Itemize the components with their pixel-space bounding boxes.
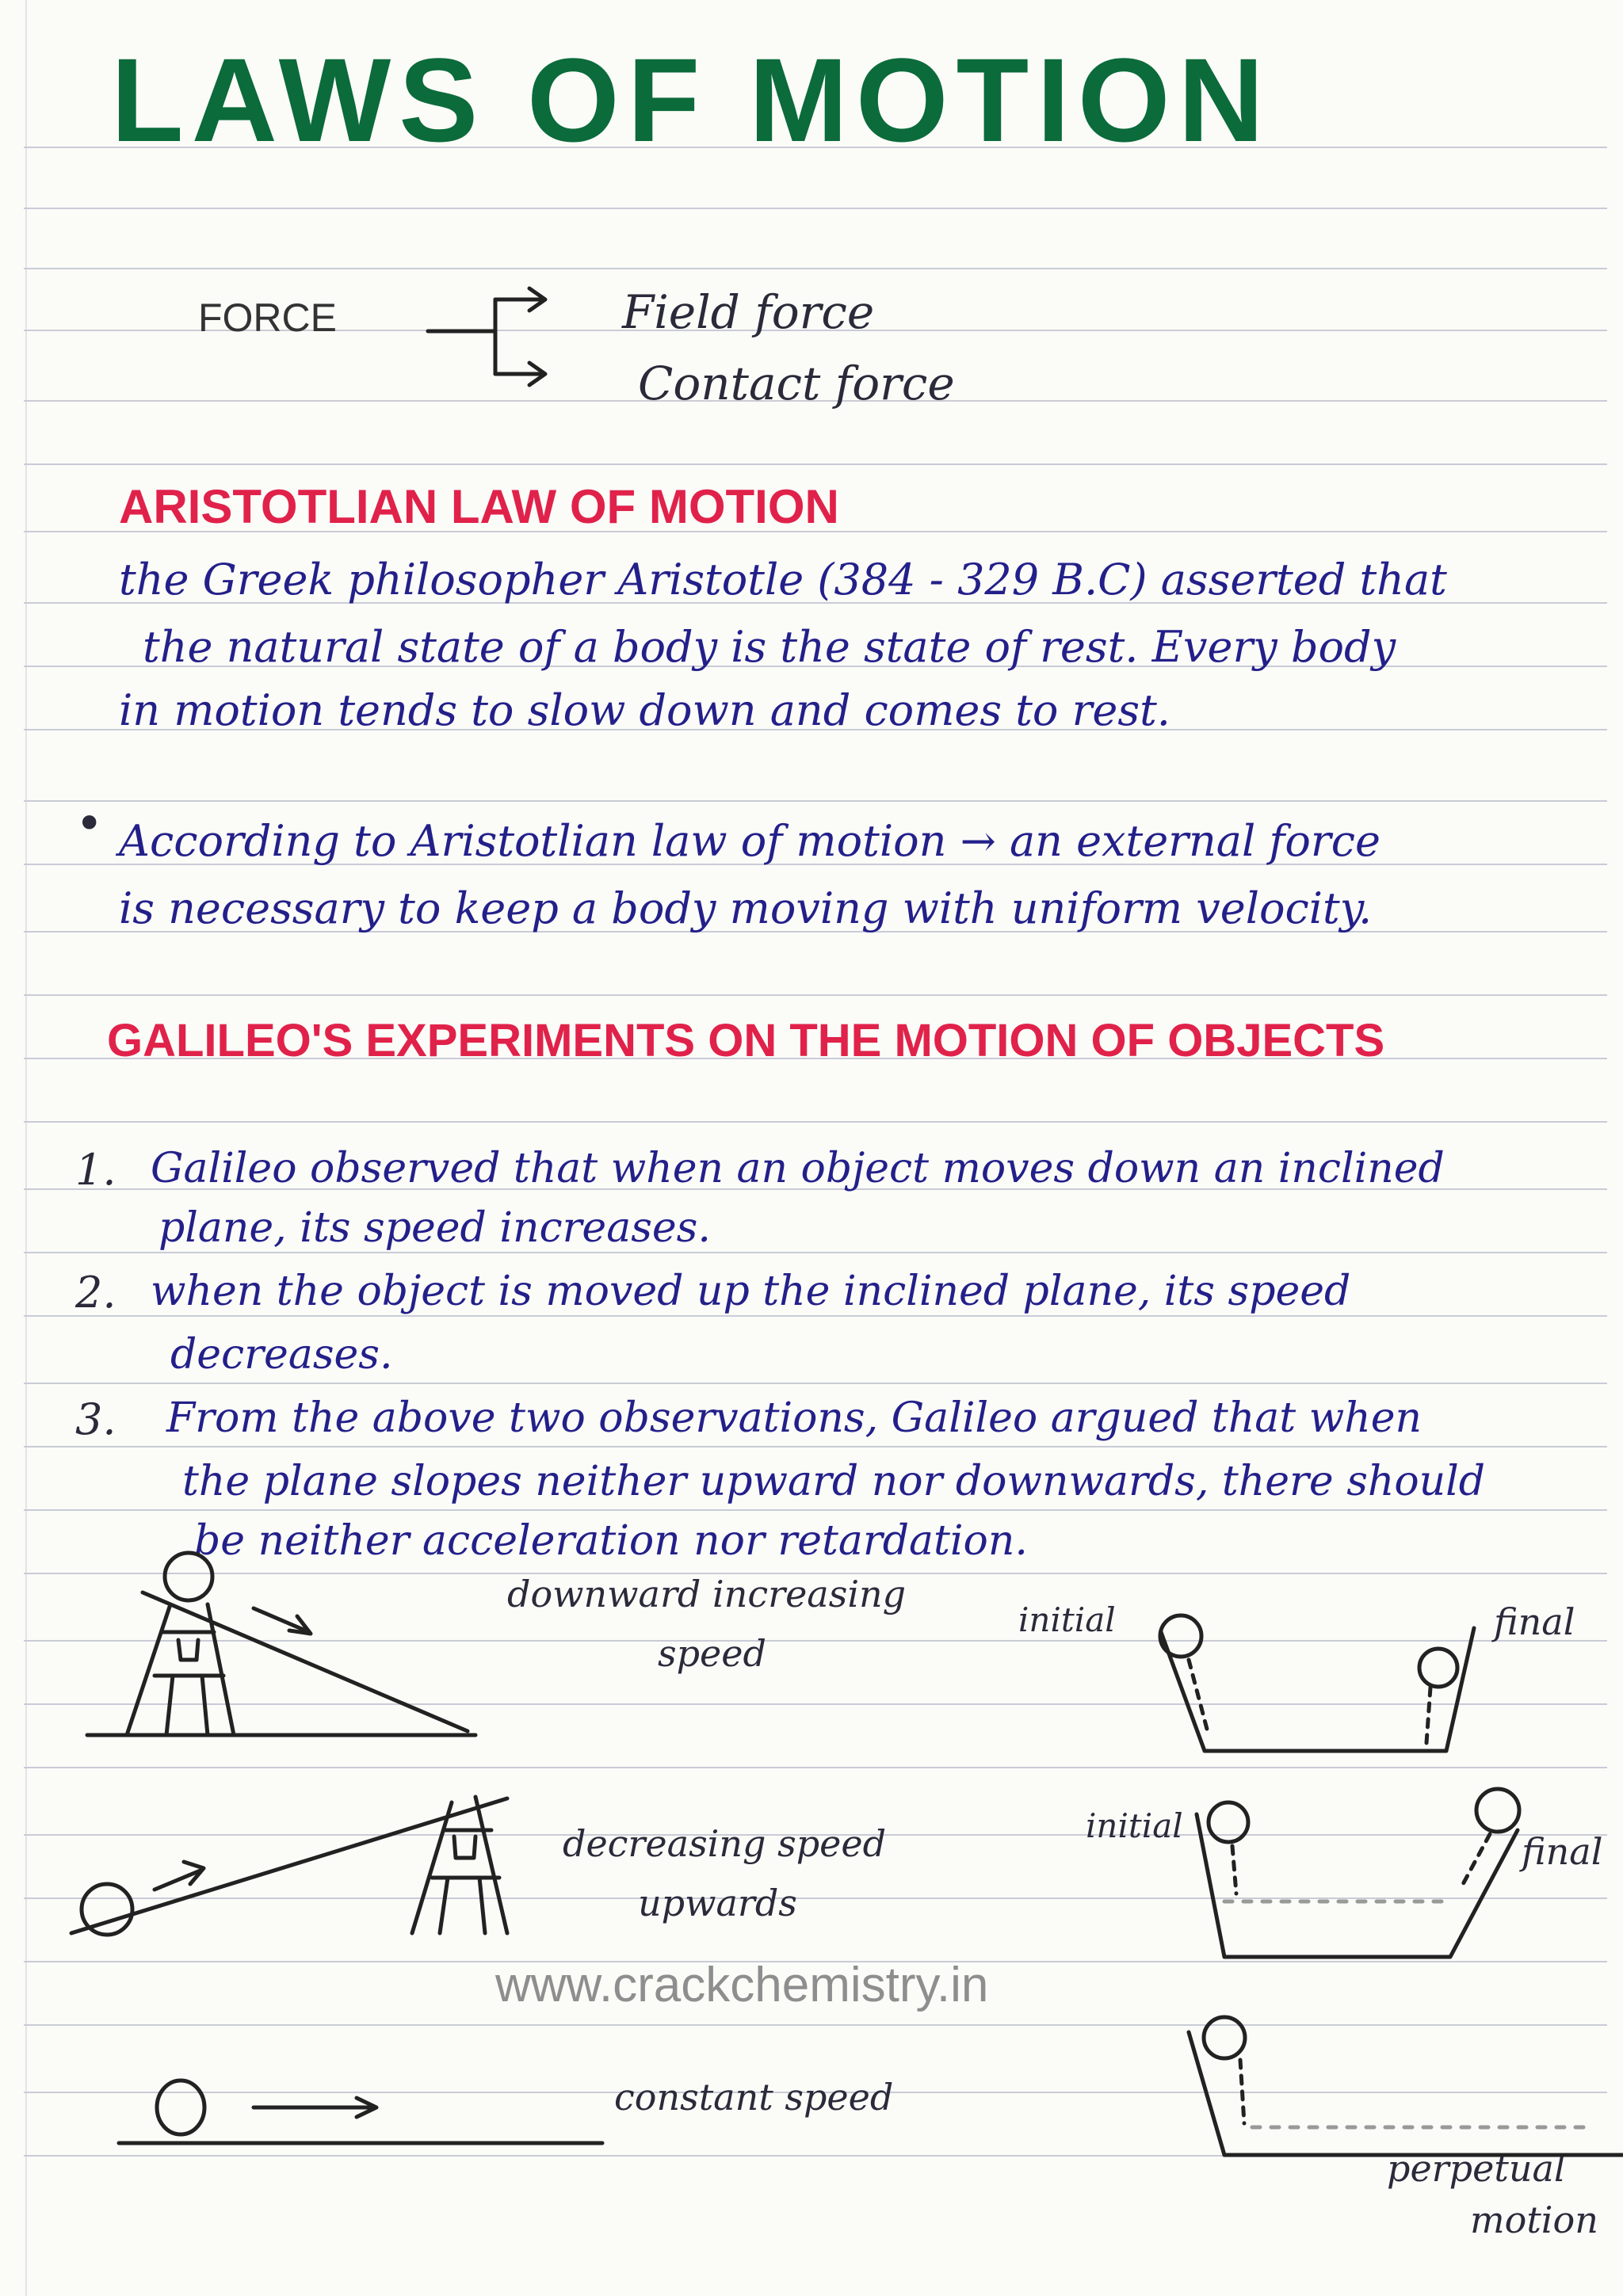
trough-bottom-sketch	[1189, 2017, 1623, 2155]
point-2-line-1: when the object is moved up the inclined plane, its speed	[151, 1268, 1351, 1315]
point-3-number: 3.	[75, 1394, 116, 1444]
point-3-line-1: From the above two observations, Galileo argued that when	[166, 1394, 1422, 1442]
upward-label-line-2: upwards	[638, 1882, 797, 1924]
initial-label-top: initial	[1018, 1600, 1116, 1639]
point-3-line-3: be neither acceleration nor retardation.	[194, 1517, 1028, 1565]
final-label-top: final	[1494, 1600, 1575, 1643]
force-label: FORCE	[198, 296, 337, 340]
force-bracket-icon	[428, 288, 545, 385]
galileo-heading: GALILEO'S EXPERIMENTS ON THE MOTION OF OBJECTS	[107, 1015, 1385, 1066]
perpetual-label-line-1: perpetual	[1387, 2147, 1566, 2190]
field-force-text: Field force	[622, 285, 875, 339]
final-label-middle: final	[1522, 1830, 1603, 1873]
point-1-line-2: plane, its speed increases.	[158, 1204, 711, 1252]
aristotle-line-1: the Greek philosopher Aristotle (384 - 329 B.C) asserted that	[119, 555, 1447, 605]
watermark: www.crackchemistry.in	[495, 1958, 989, 2012]
point-1-line-1: Galileo observed that when an object moves down an inclined	[151, 1145, 1445, 1192]
bullet-icon: •	[75, 796, 104, 852]
point-2-line-2: decreases.	[170, 1331, 393, 1379]
point-3-line-2: the plane slopes neither upward nor downwards, there should	[182, 1458, 1486, 1505]
aristotle-heading: ARISTOTLIAN LAW OF MOTION	[119, 480, 839, 533]
constant-speed-label: constant speed	[614, 2076, 894, 2119]
initial-label-middle: initial	[1086, 1806, 1183, 1845]
aristotle-bullet-line-2: is necessary to keep a body moving with uniform velocity.	[119, 883, 1373, 933]
downward-label-line-2: speed	[658, 1632, 766, 1675]
aristotle-line-3: in motion tends to slow down and comes to rest.	[119, 685, 1170, 735]
downward-incline-sketch	[87, 1553, 475, 1735]
perpetual-label-line-2: motion	[1470, 2199, 1598, 2241]
aristotle-bullet-line-1: According to Aristotlian law of motion → an external force	[119, 816, 1381, 866]
page-title: LAWS OF MOTION	[111, 33, 1272, 166]
point-2-number: 2.	[75, 1268, 116, 1318]
constant-speed-sketch	[119, 2081, 602, 2143]
upward-label-line-1: decreasing speed	[563, 1822, 887, 1865]
upward-incline-sketch	[71, 1797, 507, 1935]
contact-force-text: Contact force	[638, 357, 955, 410]
trough-middle-sketch	[1197, 1789, 1519, 1957]
point-1-number: 1.	[75, 1145, 116, 1195]
aristotle-line-2: the natural state of a body is the state of rest. Every body	[143, 622, 1396, 672]
trough-top-sketch	[1160, 1615, 1474, 1751]
downward-label-line-1: downward increasing	[507, 1573, 907, 1615]
